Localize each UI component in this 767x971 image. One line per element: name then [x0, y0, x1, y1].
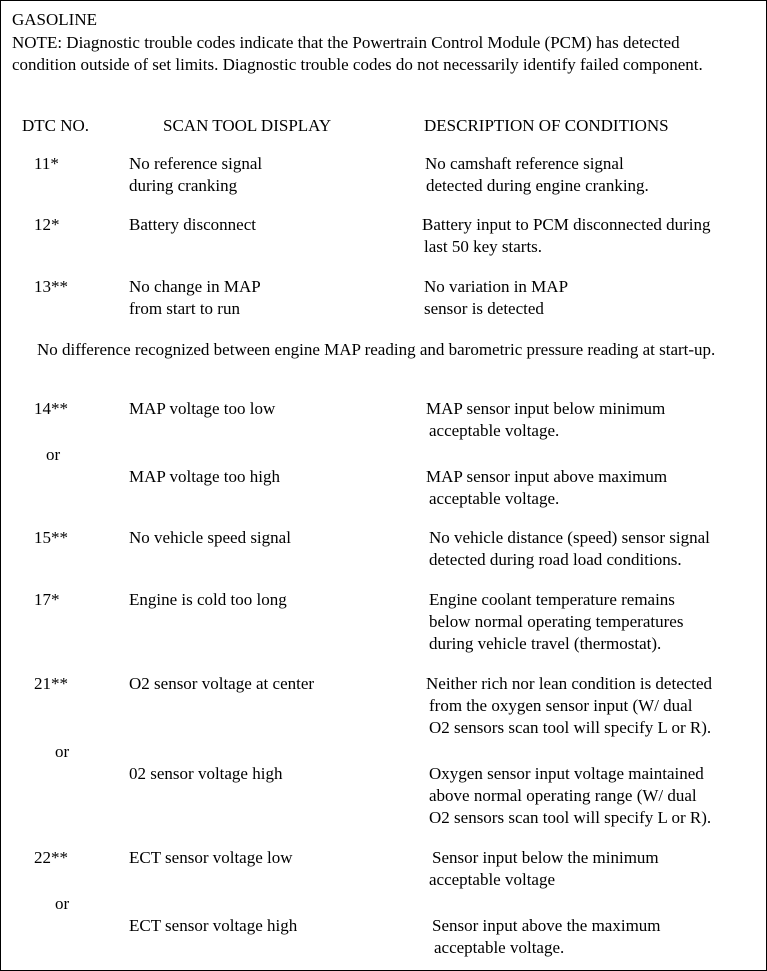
scan-display-line: during cranking	[129, 176, 238, 195]
or-label: or	[55, 742, 70, 761]
scan-display-line: ECT sensor voltage high	[129, 916, 298, 935]
description-line: from the oxygen sensor input (W/ dual	[429, 696, 693, 715]
description-line: Neither rich nor lean condition is detected	[426, 674, 713, 693]
scan-display-line: No change in MAP	[129, 277, 261, 296]
description-line: O2 sensors scan tool will specify L or R).	[429, 808, 712, 827]
col-header-description: DESCRIPTION OF CONDITIONS	[424, 116, 669, 135]
description-line: acceptable voltage.	[434, 938, 565, 957]
scan-display-line: Battery disconnect	[129, 215, 256, 234]
description-line: detected during road load conditions.	[429, 550, 682, 569]
description-line: No vehicle distance (speed) sensor signal	[429, 528, 710, 547]
scan-display-line: O2 sensor voltage at center	[129, 674, 315, 693]
document-title: GASOLINE	[12, 10, 97, 29]
dtc-code: 11*	[34, 154, 59, 173]
dtc-code: 21**	[34, 674, 68, 693]
dtc-code: 13**	[34, 277, 68, 296]
dtc-code: 12*	[34, 215, 60, 234]
description-line: during vehicle travel (thermostat).	[429, 634, 662, 653]
description-line: MAP sensor input above maximum	[426, 467, 668, 486]
description-line: Oxygen sensor input voltage maintained	[429, 764, 704, 783]
description-line: MAP sensor input below minimum	[426, 399, 666, 418]
description-line: detected during engine cranking.	[426, 176, 649, 195]
description-line: acceptable voltage.	[429, 421, 560, 440]
scan-display-line: ECT sensor voltage low	[129, 848, 293, 867]
or-label: or	[55, 894, 70, 913]
description-line: last 50 key starts.	[424, 237, 543, 256]
description-line: Sensor input above the maximum	[432, 916, 661, 935]
scan-display-line: MAP voltage too high	[129, 467, 280, 486]
description-line: below normal operating temperatures	[429, 612, 684, 631]
description-line: sensor is detected	[424, 299, 544, 318]
description-line: No variation in MAP	[424, 277, 569, 296]
scan-display-line: No vehicle speed signal	[129, 528, 291, 547]
description-line: Battery input to PCM disconnected during	[422, 215, 711, 234]
scan-display-line: Engine is cold too long	[129, 590, 287, 609]
description-line: O2 sensors scan tool will specify L or R).	[429, 718, 712, 737]
dtc-code: 17*	[34, 590, 60, 609]
description-line: No camshaft reference signal	[425, 154, 624, 173]
col-header-display: SCAN TOOL DISPLAY	[163, 116, 332, 135]
scan-display-line: from start to run	[129, 299, 240, 318]
dtc-code: 15**	[34, 528, 68, 547]
scan-display-line: 02 sensor voltage high	[129, 764, 283, 783]
scan-display-line: No reference signal	[129, 154, 263, 173]
dtc-code: 22**	[34, 848, 68, 867]
description-line: above normal operating range (W/ dual	[429, 786, 697, 805]
description-line: acceptable voltage	[429, 870, 556, 889]
description-line: acceptable voltage.	[429, 489, 560, 508]
scan-display-line: MAP voltage too low	[129, 399, 276, 418]
description-line: Engine coolant temperature remains	[429, 590, 675, 609]
col-header-dtc: DTC NO.	[22, 116, 90, 135]
description-line: Sensor input below the minimum	[432, 848, 659, 867]
intro-note: NOTE: Diagnostic trouble codes indicate that the Powertrain Control Module (PCM) has detected condition outside of set limits. Diagnostic trouble codes do not necessarily identify failed component.	[12, 33, 703, 74]
dtc-code: 14**	[34, 399, 68, 418]
or-label: or	[46, 445, 61, 464]
map-note: No difference recognized between engine MAP reading and barometric pressure reading at start-up.	[37, 340, 716, 359]
